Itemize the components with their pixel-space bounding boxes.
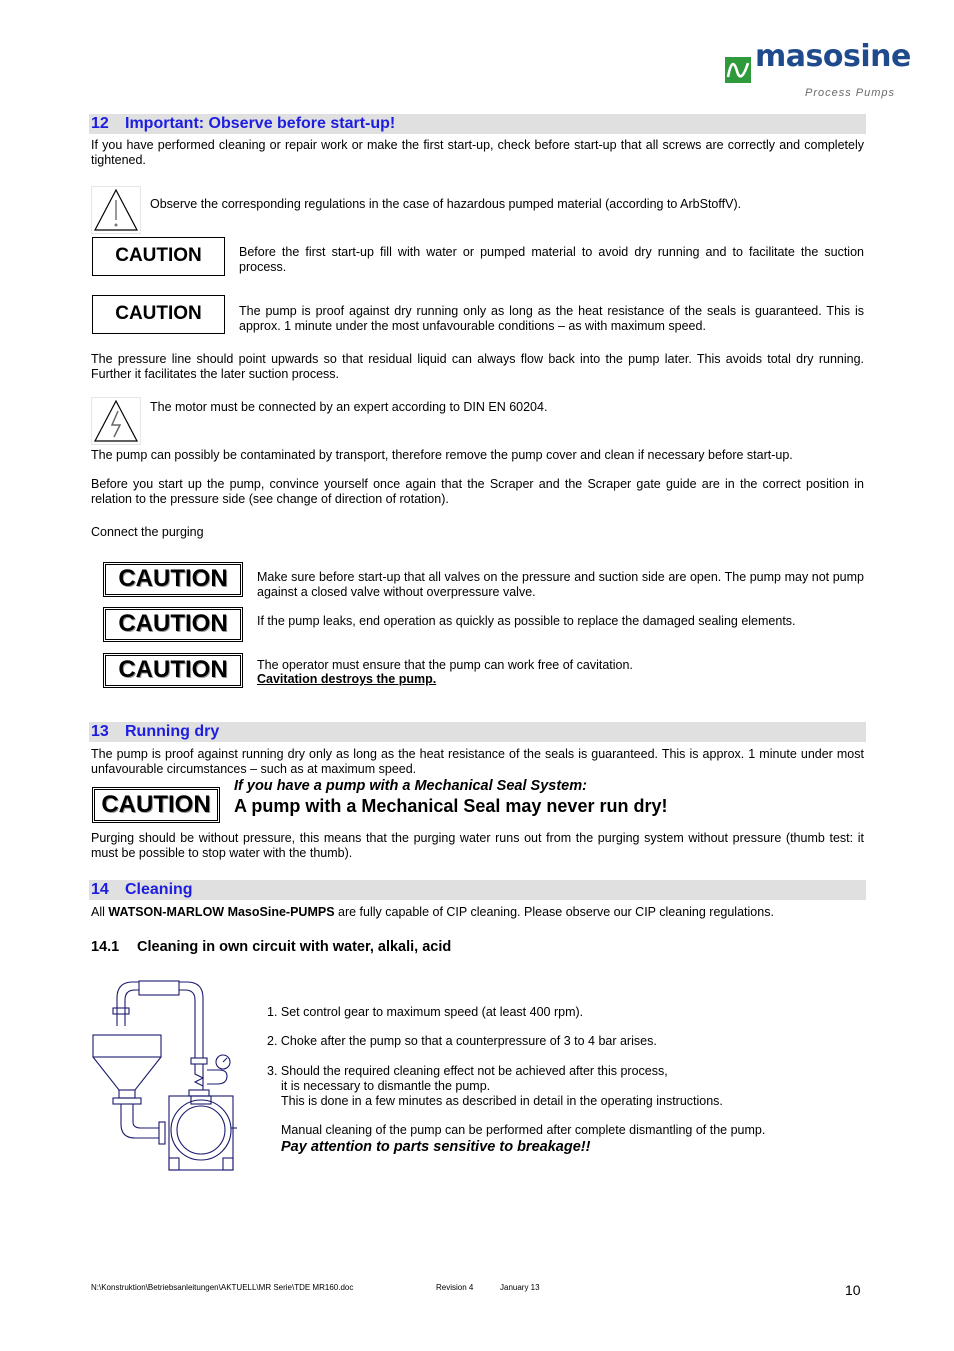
s13-purging-text: Purging should be without pressure, this means that the purging water runs out from the purging system without pressure (thumb test: it must be possible to stop water with the thumb).	[91, 831, 864, 860]
masosine-logo-icon	[725, 57, 751, 83]
caution-label: CAUTION	[101, 791, 211, 818]
purging-connect-text: Connect the purging	[91, 525, 204, 539]
hazard-text: Observe the corresponding regulations in the case of hazardous pumped material (according to ArbStoffV).	[150, 197, 742, 211]
caution-label: CAUTION	[118, 565, 228, 592]
s14-text	[91, 905, 864, 920]
cleaning-step: 1. Set control gear to maximum speed (at least 400 rpm).	[267, 1005, 584, 1019]
section-number: 13	[91, 723, 109, 740]
pressure-line-text: The pressure line should point upwards so that residual liquid can always flow back into the pump later. This avoids total dry running. Further it facilitates the later suction process.	[91, 352, 864, 381]
caution-badge	[103, 607, 243, 642]
caution-badge	[92, 237, 225, 276]
hazard-warning-icon	[91, 186, 141, 234]
electrical-hazard-icon	[91, 397, 141, 445]
mechanical-seal-warning: A pump with a Mechanical Seal may never run dry!	[234, 796, 668, 816]
caution-badge	[92, 787, 220, 823]
cleaning-steps	[267, 1005, 867, 1109]
section-14-heading	[89, 880, 866, 900]
logo-wordmark: masosine	[755, 39, 911, 74]
section-title: Cleaning	[125, 881, 193, 898]
section-title: Running dry	[125, 723, 220, 740]
caution-badge	[103, 653, 243, 688]
caution4-text: If the pump leaks, end operation as quickly as possible to replace the damaged sealing elements.	[257, 614, 796, 628]
section-12-heading	[89, 114, 866, 134]
page-number: 10	[845, 1282, 861, 1298]
cleaning-step-line: This is done in a few minutes as described in detail in the operating instructions.	[281, 1094, 723, 1108]
section-number: 12	[91, 115, 109, 132]
masosine-logo	[725, 39, 911, 101]
footer-file-path: N:\Konstruktion\Betriebsanleitungen\AKTUELL\MR Serie\TDE MR160.doc	[91, 1283, 354, 1292]
s12-intro: If you have performed cleaning or repair work or make the first start-up, check before start-up that all screws are correctly and completely tightened.	[91, 138, 864, 167]
subsection-number: 14.1	[91, 939, 120, 955]
motor-text: The motor must be connected by an expert according to DIN EN 60204.	[150, 400, 548, 414]
manual-cleaning-text: Manual cleaning of the pump can be performed after complete dismantling of the pump.	[281, 1123, 766, 1137]
subsection-title: Cleaning in own circuit with water, alkali, acid	[137, 939, 452, 955]
caution-label: CAUTION	[115, 303, 202, 324]
footer-revision: Revision 4	[436, 1283, 474, 1292]
caution-badge	[103, 562, 243, 597]
cleaning-step	[267, 1064, 867, 1109]
section-number: 14	[91, 881, 109, 898]
section-13-heading	[89, 722, 866, 742]
caution1-text: Before the first start-up fill with water or pumped material to avoid dry running and to facilitate the suction process.	[239, 245, 864, 274]
caution5-bold-text: Cavitation destroys the pump.	[257, 672, 437, 686]
caution-label: CAUTION	[115, 245, 202, 266]
section-title: Important: Observe before start-up!	[125, 115, 396, 132]
s14-text-prefix: All	[91, 905, 109, 919]
scraper-text: Before you start up the pump, convince yourself once again that the Scraper and the Scraper gate guide are in the correct position in relation to the pressure side (see change of direction of rotation).	[91, 477, 864, 506]
caution3-text: Make sure before start-up that all valves on the pressure and suction side are open. The pump may not pump against a closed valve without overpressure valve.	[257, 570, 864, 599]
s14-brand: WATSON-MARLOW MasoSine-PUMPS	[108, 905, 335, 919]
logo-subtitle: Process Pumps	[805, 87, 896, 99]
cleaning-step: 2. Choke after the pump so that a counterpressure of 3 to 4 bar arises.	[267, 1034, 657, 1048]
caution-badge	[92, 295, 225, 334]
subsection-14-1-heading	[91, 940, 864, 955]
caution-label: CAUTION	[118, 610, 228, 637]
mechanical-seal-note: If you have a pump with a Mechanical Seal System:	[234, 778, 587, 794]
caution5-text: The operator must ensure that the pump can work free of cavitation.	[257, 658, 633, 672]
caution-label: CAUTION	[118, 656, 228, 683]
breakage-warning: Pay attention to parts sensitive to breakage!!	[281, 1139, 591, 1155]
s13-text: The pump is proof against running dry only as long as the heat resistance of the seals is guaranteed. This is approx. 1 minute under most unfavourable circumstances – such as at maximum speed.	[91, 747, 864, 776]
cleaning-step-line: 3. Should the required cleaning effect not be achieved after this process,	[267, 1064, 668, 1078]
footer-date: January 13	[500, 1283, 540, 1292]
contaminated-text: The pump can possibly be contaminated by transport, therefore remove the pump cover and clean if necessary before start-up.	[91, 448, 793, 462]
cleaning-step-line: it is necessary to dismantle the pump.	[281, 1079, 491, 1093]
caution2-text: The pump is proof against dry running only as long as the heat resistance of the seals is guaranteed. This is approx. 1 minute under the most unfavourable conditions – as with maximum speed.	[239, 304, 864, 333]
s14-text-suffix: are fully capable of CIP cleaning. Please observe our CIP cleaning regulations.	[334, 905, 774, 919]
cleaning-circuit-diagram	[89, 978, 239, 1173]
